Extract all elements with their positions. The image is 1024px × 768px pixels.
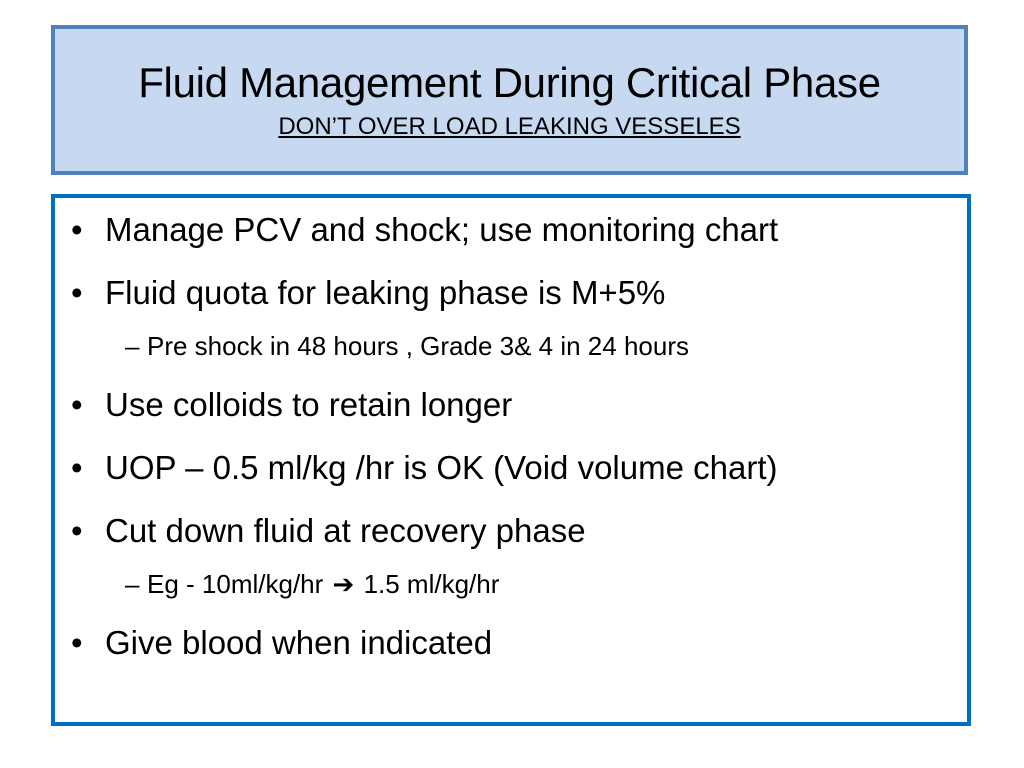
sub-bullet-text-after: 1.5 ml/kg/hr bbox=[363, 569, 500, 599]
sub-bullet-item bbox=[65, 328, 967, 364]
sub-bullet-marker: – bbox=[125, 569, 140, 599]
bullet-marker: • bbox=[71, 449, 83, 486]
sub-bullet-text: Pre shock in 48 hours , Grade 3& 4 in 24 hours bbox=[147, 331, 689, 361]
bullet-marker: • bbox=[71, 386, 83, 423]
title-box bbox=[51, 25, 968, 175]
bullet-item bbox=[65, 271, 967, 315]
bullet-item bbox=[65, 509, 967, 553]
bullet-marker: • bbox=[71, 211, 83, 248]
right-arrow-icon: ➔ bbox=[332, 569, 355, 599]
content-box bbox=[51, 194, 971, 726]
bullet-item bbox=[65, 383, 967, 427]
slide-subtitle: DON’T OVER LOAD LEAKING VESSELES bbox=[278, 112, 741, 140]
bullet-text: Fluid quota for leaking phase is M+5% bbox=[105, 274, 666, 311]
slide-title: Fluid Management During Critical Phase bbox=[138, 58, 881, 106]
sub-bullet-marker: – bbox=[125, 331, 140, 361]
bullet-text: UOP – 0.5 ml/kg /hr is OK (Void volume chart) bbox=[105, 449, 778, 486]
bullet-item bbox=[65, 208, 967, 252]
bullet-item bbox=[65, 446, 967, 490]
sub-bullet-text-before: Eg - 10ml/kg/hr bbox=[147, 569, 324, 599]
bullet-text: Manage PCV and shock; use monitoring chart bbox=[105, 211, 779, 248]
bullet-marker: • bbox=[71, 274, 83, 311]
bullet-marker: • bbox=[71, 512, 83, 549]
bullet-text: Cut down fluid at recovery phase bbox=[105, 512, 586, 549]
sub-bullet-item bbox=[65, 566, 967, 602]
bullet-text: Give blood when indicated bbox=[105, 624, 493, 661]
bullet-list bbox=[65, 208, 967, 665]
bullet-marker: • bbox=[71, 624, 83, 661]
bullet-text: Use colloids to retain longer bbox=[105, 386, 513, 423]
bullet-item bbox=[65, 621, 967, 665]
